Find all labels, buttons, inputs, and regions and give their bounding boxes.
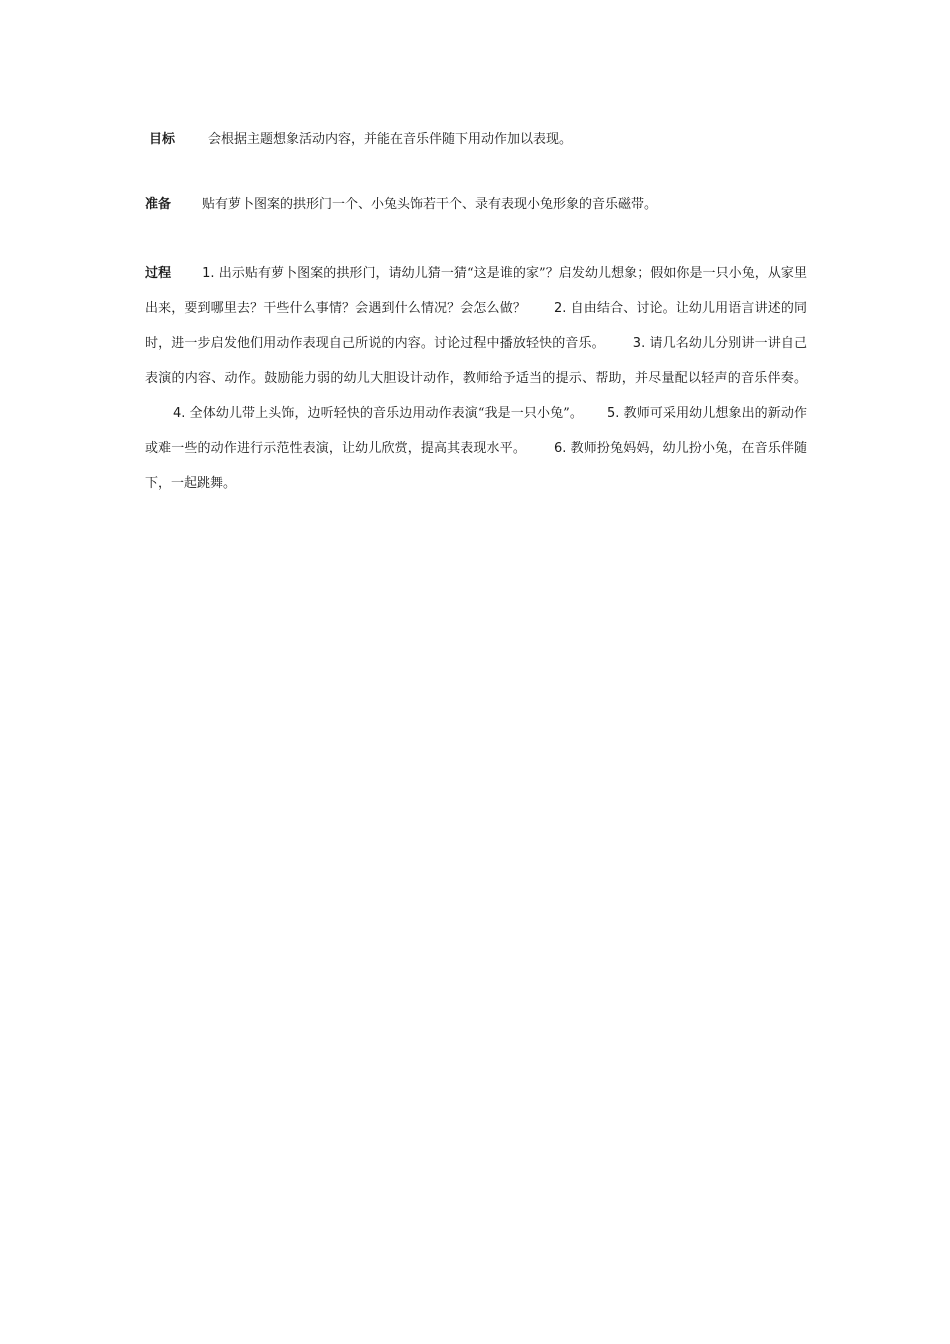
step-number: 4.: [173, 406, 190, 421]
step-number: 5.: [607, 406, 624, 421]
preparation-section: [145, 193, 807, 212]
step-number: 3.: [632, 336, 650, 351]
goal-section: [145, 128, 807, 147]
preparation-text: 贴有萝卜图案的拱形门一个、小兔头饰若干个、录有表现小兔形象的音乐磁带。: [202, 197, 658, 212]
step-number: 1.: [202, 266, 219, 281]
preparation-label: 准备: [145, 197, 172, 212]
step-number: 2.: [553, 301, 571, 316]
process-label: 过程: [145, 266, 172, 281]
step-text: 全体幼儿带上头饰，边听轻快的音乐边用动作表演“我是一只小兔”。: [189, 406, 584, 421]
step-text: 请几名幼儿分别讲一讲自己表演的内容、动作。鼓励能力弱的幼儿大胆设计动作，教师给予适当的提示、帮助，并尽量配以轻声的音乐伴奏。: [145, 336, 807, 386]
step-number: 6.: [553, 441, 571, 456]
step-text: 教师扮兔妈妈，幼儿扮小兔，在音乐伴随下，一起跳舞。: [145, 441, 807, 491]
step-text: 出示贴有萝卜图案的拱形门，请幼儿猜一猜“这是谁的家”？启发幼儿想象；假如你是一只小兔，从家里出来，要到哪里去？干些什么事情？会遇到什么情况？会怎么做？: [145, 266, 807, 316]
step-text: 自由结合、讨论。让幼儿用语言讲述的同时，进一步启发他们用动作表现自己所说的内容。讨论过程中播放轻快的音乐。: [145, 301, 807, 351]
step-text: 教师可采用幼儿想象出的新动作或难一些的动作进行示范性表演，让幼儿欣赏，提高其表现水平。: [145, 406, 807, 456]
process-section: [145, 256, 807, 501]
goal-label: 目标: [149, 132, 176, 147]
goal-text: 会根据主题想象活动内容，并能在音乐伴随下用动作加以表现。: [208, 132, 573, 147]
